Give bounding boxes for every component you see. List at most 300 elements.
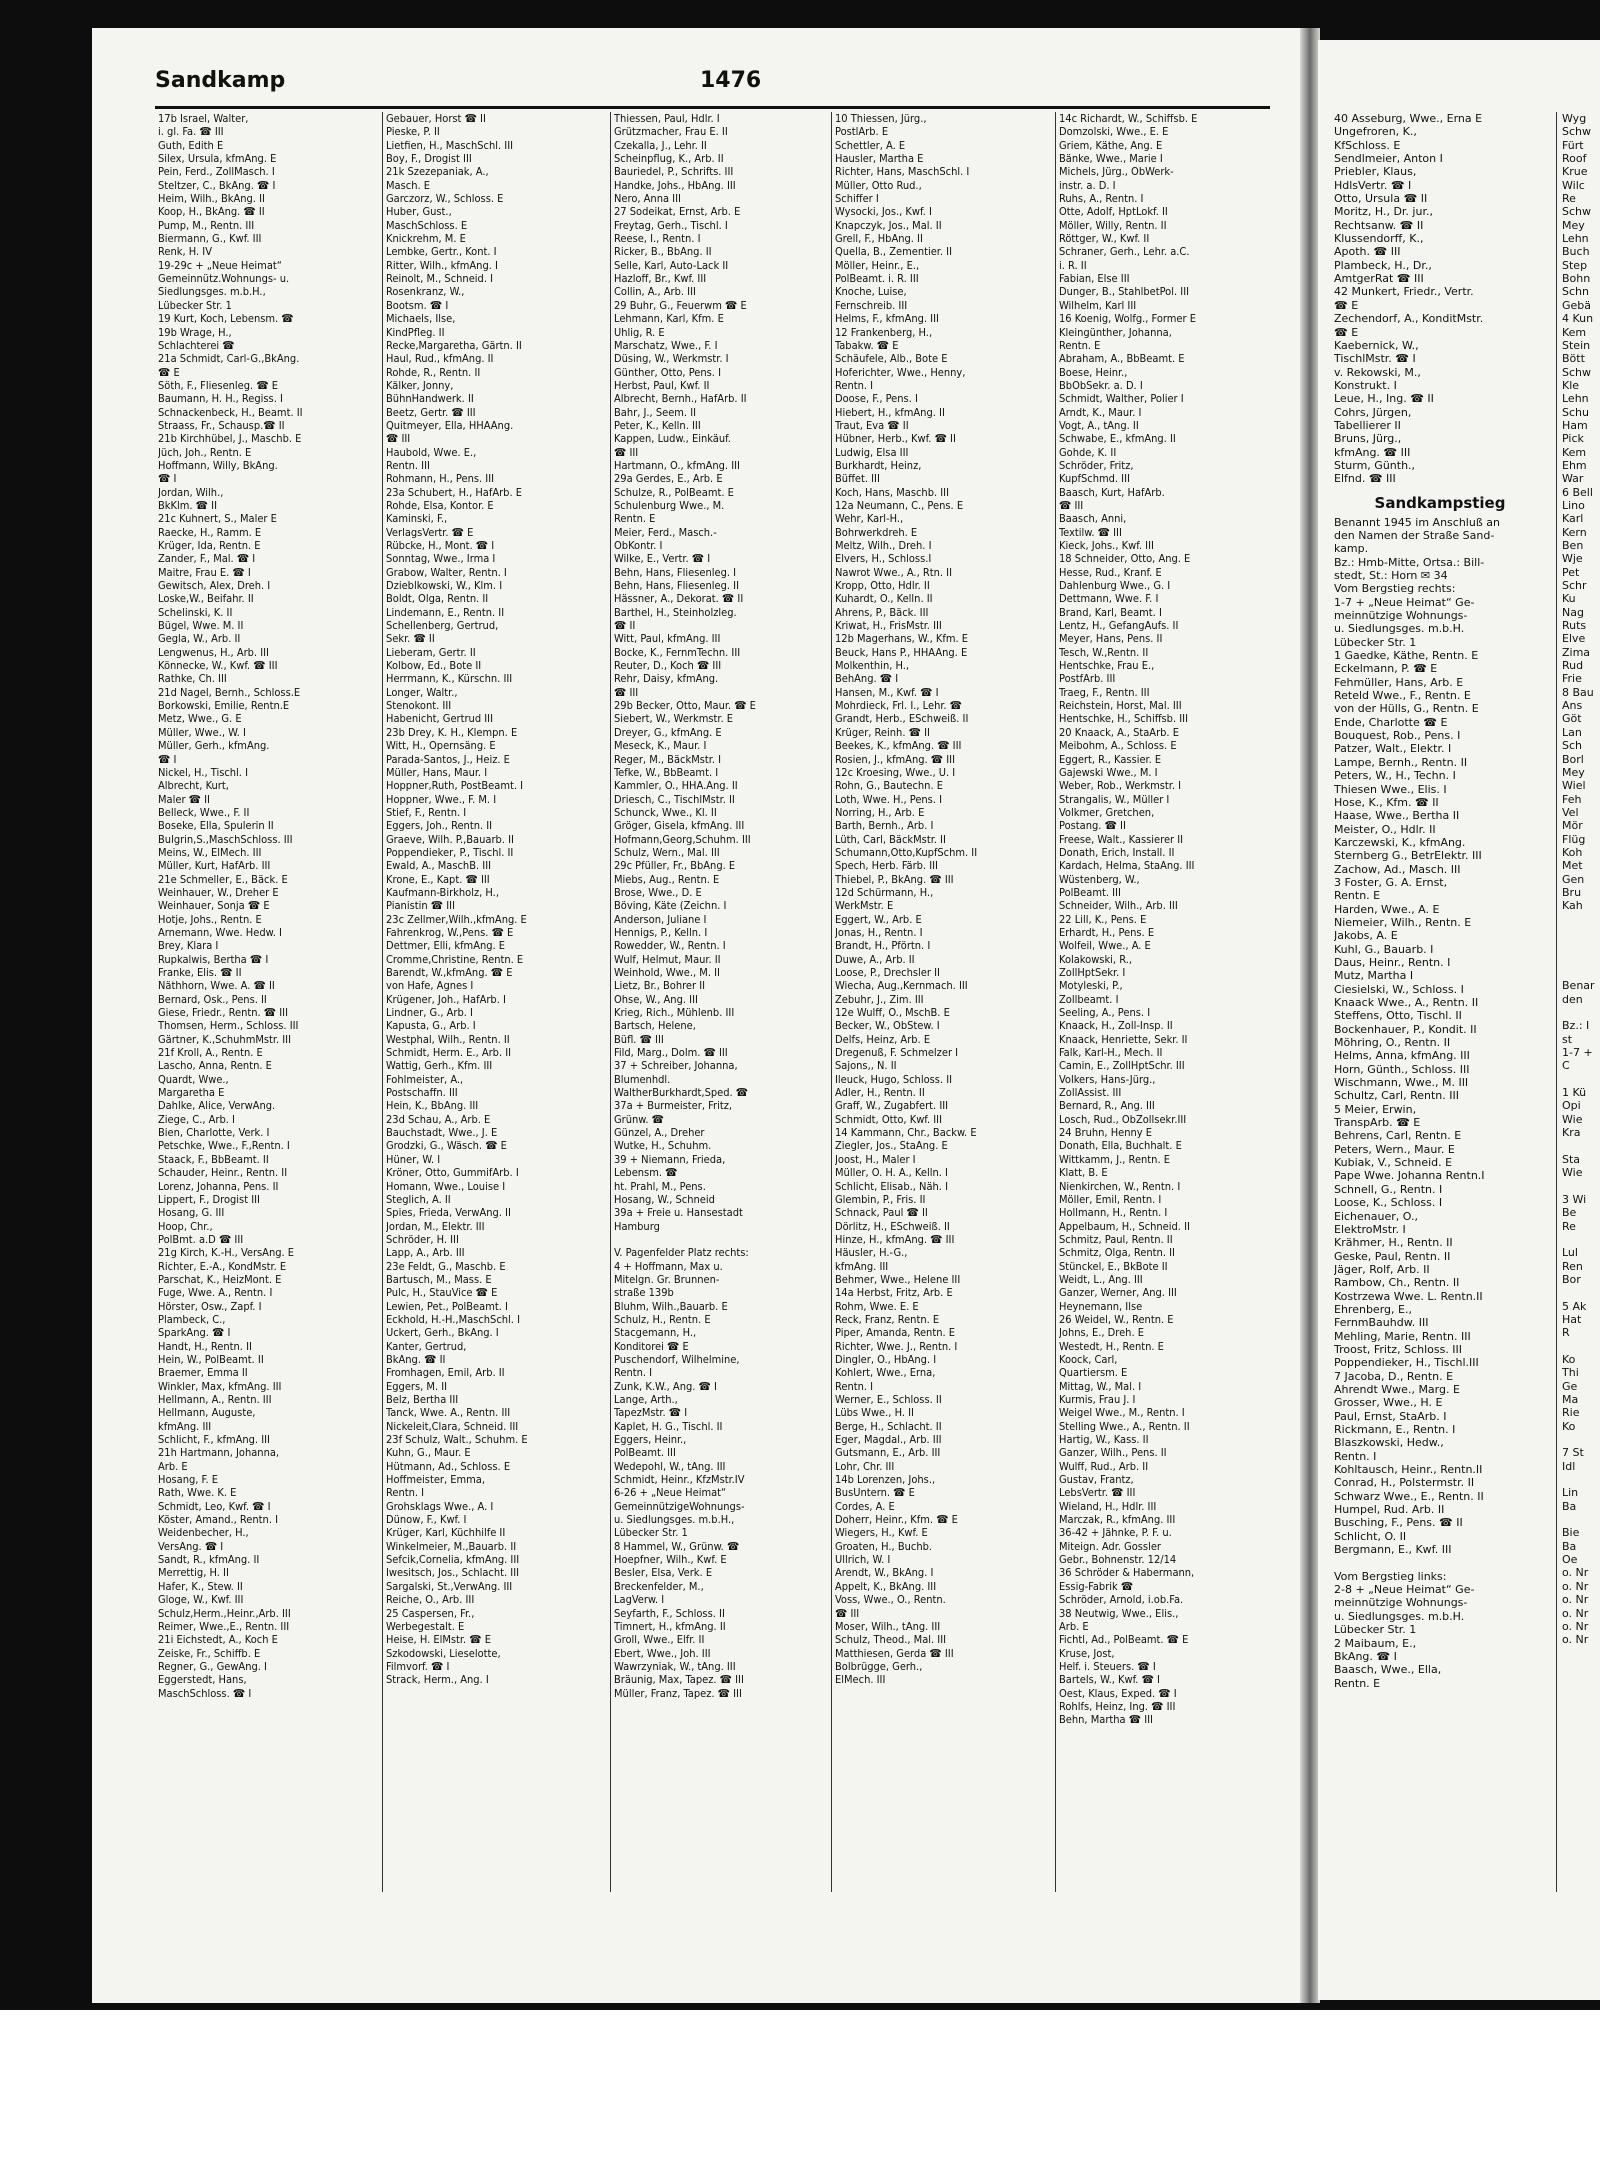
directory-entry-line bbox=[1334, 1556, 1546, 1569]
directory-entry-line: ☎ III bbox=[614, 685, 639, 699]
directory-entry-line: Karl bbox=[1562, 512, 1584, 526]
directory-entry-line: Moritz, H., Dr. jur., bbox=[1334, 205, 1433, 219]
directory-entry-line: Anderson, Juliane I bbox=[614, 912, 707, 926]
directory-entry-line: Konditorei ☎ E bbox=[614, 1339, 689, 1353]
directory-entry-line: Ziegler, Jos., StaAng. E bbox=[835, 1139, 948, 1153]
directory-entry-line: Hüner, W. I bbox=[386, 1152, 441, 1166]
directory-entry-line: Freytag, Gerh., Tischl. I bbox=[614, 218, 728, 232]
directory-entry-line: Thomsen, Herm., Schloss. III bbox=[158, 1019, 299, 1033]
directory-entry-line: Lippert, F., Drogist III bbox=[158, 1192, 260, 1206]
directory-entry-line: Parada-Santos, J., Heiz. E bbox=[386, 752, 510, 766]
directory-entry-line: Wischmann, Wwe., M. III bbox=[1334, 1076, 1469, 1090]
directory-entry-line: Wiegers, H., Kwf. E bbox=[835, 1526, 928, 1540]
directory-entry-line: Bohn bbox=[1562, 272, 1591, 286]
directory-entry-line: PolBmt. a.D ☎ III bbox=[158, 1232, 244, 1246]
directory-entry-line: Hoop, Chr., bbox=[158, 1219, 213, 1233]
directory-entry-line: TranspArb. ☎ E bbox=[1334, 1116, 1421, 1130]
directory-entry-line: MaschSchloss. ☎ I bbox=[158, 1686, 252, 1700]
directory-entry-line: PolBeamt. III bbox=[614, 1446, 676, 1460]
directory-entry-line: Met bbox=[1562, 859, 1583, 873]
directory-entry-line: Elvers, H., Schloss.I bbox=[835, 552, 932, 566]
directory-entry-line: Schneider, Wilh., Arb. III bbox=[1059, 899, 1178, 913]
directory-entry-line: Bluhm, Wilh.,Bauarb. E bbox=[614, 1299, 728, 1313]
directory-entry-line: 20 Knaack, A., StaArb. E bbox=[1059, 725, 1179, 739]
directory-entry-line: Abraham, A., BbBeamt. E bbox=[1059, 352, 1185, 366]
directory-entry-line: Hofmann,Georg,Schuhm. III bbox=[614, 832, 751, 846]
directory-entry-line: Beuck, Hans P., HHAAng. E bbox=[835, 645, 968, 659]
directory-entry-line: Siedlungsges. m.b.H., bbox=[158, 285, 266, 299]
directory-entry-line: Eckhold, H.-H.,MaschSchl. I bbox=[386, 1312, 520, 1326]
directory-entry-line: Schelinski, K. II bbox=[158, 605, 233, 619]
directory-entry-line: Cromme,Christine, Rentn. E bbox=[386, 952, 524, 966]
directory-entry-line: Arendt, W., BkAng. I bbox=[835, 1566, 934, 1580]
directory-entry-line: Knapczyk, Jos., Mal. II bbox=[835, 218, 942, 232]
directory-entry-line: Grünw. ☎ bbox=[614, 1112, 664, 1126]
directory-entry-line: Brose, Wwe., D. E bbox=[614, 885, 702, 899]
directory-entry-line: Wehr, Karl-H., bbox=[835, 512, 904, 526]
directory-entry-line: Sternberg G., BetrElektr. III bbox=[1334, 849, 1482, 863]
directory-entry-line: Rentn. E bbox=[1334, 1676, 1381, 1690]
directory-entry-line: Werner, E., Schloss. II bbox=[835, 1393, 942, 1406]
directory-entry-line: 12a Neumann, C., Pens. E bbox=[835, 498, 964, 512]
directory-entry-line: Wilke, E., Vertr. ☎ I bbox=[614, 552, 711, 566]
directory-entry-line: Ko bbox=[1562, 1419, 1576, 1433]
directory-entry-line: o. Nr bbox=[1562, 1619, 1589, 1633]
directory-entry-line: Kubiak, V., Schneid. E bbox=[1334, 1156, 1453, 1170]
directory-entry-line: Gutsmann, E., Arb. III bbox=[835, 1446, 941, 1460]
directory-entry-line: 38 Neutwig, Wwe., Elis., bbox=[1059, 1606, 1179, 1620]
directory-entry-line: Rentn. I bbox=[386, 1486, 425, 1500]
directory-entry-line: Richter, E.-A., KondMstr. E bbox=[158, 1259, 287, 1273]
directory-entry-line: o. Nr bbox=[1562, 1593, 1589, 1607]
directory-entry-line: Wolfeil, Wwe., A. E bbox=[1059, 939, 1151, 953]
directory-entry-line: Vom Bergstieg rechts: bbox=[1334, 582, 1456, 596]
directory-entry-line: 21b Kirchhübel, J., Maschb. E bbox=[158, 432, 302, 446]
directory-entry-line: 29c Pfüller, Fr., BbAng. E bbox=[614, 859, 736, 873]
directory-entry-line: 23e Feldt, G., Maschb. E bbox=[386, 1259, 506, 1273]
directory-entry-line: Zunk, K.W., Ang. ☎ I bbox=[614, 1379, 717, 1393]
directory-entry-line: Westphal, Wilh., Rentn. II bbox=[386, 1032, 510, 1046]
directory-entry-line: 21c Kuhnert, S., Maler E bbox=[158, 512, 277, 526]
directory-entry-line: Kolakowski, R., bbox=[1059, 952, 1132, 966]
directory-entry-line: Helf. i. Steuers. ☎ I bbox=[1059, 1659, 1156, 1673]
directory-entry-line: Rie bbox=[1562, 1406, 1580, 1420]
directory-entry-line: Dahlke, Alice, VerwAng. bbox=[158, 1099, 276, 1113]
directory-entry-line: Piper, Amanda, Rentn. E bbox=[835, 1326, 956, 1340]
directory-entry-line: Vogt, A., tAng. II bbox=[1059, 418, 1139, 432]
directory-entry-line: 14a Herbst, Fritz, Arb. E bbox=[835, 1286, 953, 1300]
directory-entry-line: Reinolt, M., Schneid. I bbox=[386, 272, 494, 286]
directory-entry-line: Bartels, W., Kwf. ☎ I bbox=[1059, 1673, 1160, 1687]
directory-entry-line: 14b Lorenzen, Johs., bbox=[835, 1473, 936, 1487]
directory-entry-line: ☎ E bbox=[158, 365, 180, 379]
directory-entry-line: Sefcik,Cornelia, kfmAng. III bbox=[386, 1553, 520, 1567]
directory-entry-line: Haase, Wwe., Bertha II bbox=[1334, 809, 1460, 823]
directory-entry-line: Bartsch, Helene, bbox=[614, 1019, 696, 1033]
directory-entry-line: VerlagsVertr. ☎ E bbox=[386, 525, 474, 539]
directory-entry-line: Nickeleit,Clara, Schneid. III bbox=[386, 1419, 519, 1433]
directory-entry-line: Poppendieker, P., Tischl. II bbox=[386, 845, 514, 859]
directory-entry-line: Rentn. I bbox=[1334, 1449, 1377, 1463]
directory-entry-line: Hosang, W., Schneid bbox=[614, 1192, 715, 1206]
directory-entry-line: AmtgerRat ☎ III bbox=[1334, 272, 1424, 286]
directory-entry-line: Boseke, Ella, Spulerin II bbox=[158, 819, 274, 833]
directory-entry-line: Kostrzewa Wwe. L. Rentn.II bbox=[1334, 1289, 1483, 1303]
directory-entry-line: Biermann, G., Kwf. III bbox=[158, 232, 262, 246]
directory-entry-line: Lengwenus, H., Arb. III bbox=[158, 645, 269, 659]
directory-entry-line: Schulze, R., PolBeamt. E bbox=[614, 485, 734, 499]
directory-entry-line: Bött bbox=[1562, 352, 1585, 366]
directory-entry-line: Glembin, P., Fris. II bbox=[835, 1192, 926, 1206]
directory-entry-line: Niemeier, Wilh., Rentn. E bbox=[1334, 915, 1472, 929]
directory-entry-line: 21e Schmeller, E., Bäck. E bbox=[158, 872, 288, 886]
directory-column-1 bbox=[158, 112, 380, 1700]
directory-entry-line: Bänke, Wwe., Marie I bbox=[1059, 152, 1163, 166]
directory-entry-line: BusUntern. ☎ E bbox=[835, 1486, 915, 1500]
directory-entry-line: 39a + Freie u. Hansestadt bbox=[614, 1206, 743, 1220]
directory-entry-line: Ohse, W., Ang. III bbox=[614, 992, 698, 1006]
directory-entry-line: 12e Wulff, O., MschB. E bbox=[835, 1006, 950, 1020]
directory-entry-line: Apoth. ☎ III bbox=[1334, 245, 1401, 259]
directory-entry-line: Wilc bbox=[1562, 178, 1585, 192]
directory-entry-line: TapezMstr. ☎ I bbox=[614, 1406, 688, 1420]
directory-entry-line: Appelt, K., BkAng. III bbox=[835, 1579, 937, 1593]
directory-entry-line: 10 Thiessen, Jürg., bbox=[835, 112, 927, 125]
directory-entry-line: Grabow, Walter, Rentn. I bbox=[386, 565, 507, 579]
directory-entry-line: Opi bbox=[1562, 1099, 1581, 1113]
directory-entry-line: Brand, Karl, Beamt. I bbox=[1059, 605, 1162, 619]
directory-entry-line: Hein, W., PolBeamt. II bbox=[158, 1352, 264, 1366]
directory-entry-line: Lino bbox=[1562, 498, 1585, 512]
directory-entry-line: ☎ II bbox=[614, 619, 636, 633]
directory-entry-line: Lübecker Str. 1 bbox=[1334, 635, 1417, 649]
directory-entry-line: Westedt, H., Rentn. E bbox=[1059, 1339, 1164, 1353]
directory-entry-line: Graff, W., Zugabfert. III bbox=[835, 1099, 949, 1113]
directory-entry-line: Sta bbox=[1562, 1152, 1581, 1166]
directory-entry-line: Albrecht, Kurt, bbox=[158, 779, 229, 793]
directory-entry-line: Quartiersm. E bbox=[1059, 1366, 1128, 1380]
directory-entry-line: Grodzki, G., Wäsch. ☎ E bbox=[386, 1139, 507, 1153]
directory-entry-line: WerkMstr. E bbox=[835, 899, 894, 913]
directory-entry-line: Be bbox=[1562, 1206, 1577, 1220]
directory-entry-line: Rohde, Elsa, Kontor. E bbox=[386, 498, 494, 512]
directory-entry-line: Lüth, Carl, BäckMstr. II bbox=[835, 832, 946, 846]
directory-entry-line: Wulff, Rud., Arb. II bbox=[1059, 1459, 1149, 1473]
directory-entry-line: Schmidt, Herm. E., Arb. II bbox=[386, 1046, 512, 1060]
directory-entry-line: Duwe, A., Arb. II bbox=[835, 952, 915, 966]
directory-entry-line: Kaufmann-Birkholz, H., bbox=[386, 885, 499, 899]
directory-entry-line: Schettler, A. E bbox=[835, 138, 906, 152]
directory-entry-line: Handke, Johs., HbAng. III bbox=[614, 178, 736, 192]
directory-entry-line: Paul, Ernst, StaArb. I bbox=[1334, 1409, 1447, 1423]
directory-entry-line: Vel bbox=[1562, 805, 1579, 819]
directory-entry-line: VersAng. ☎ I bbox=[158, 1539, 224, 1553]
directory-entry-line: Gebauer, Horst ☎ II bbox=[386, 112, 486, 125]
directory-entry-line: Motyleski, P., bbox=[1059, 979, 1123, 993]
directory-entry-line: Rosien, J., kfmAng. ☎ III bbox=[835, 752, 956, 766]
directory-entry-line: Meins, W., ElMech. III bbox=[158, 845, 262, 859]
directory-entry-line: Koock, Carl, bbox=[1059, 1352, 1118, 1366]
directory-entry-line: Karczewski, K., kfmAng. bbox=[1334, 835, 1466, 849]
directory-entry-line: Behrens, Carl, Rentn. E bbox=[1334, 1129, 1462, 1143]
directory-entry-line: Kappen, Ludw., Einkäuf. bbox=[614, 432, 731, 446]
directory-entry-line: Näthhorn, Wwe. A. ☎ II bbox=[158, 979, 275, 993]
directory-entry-line: Sonntag, Wwe., Irma I bbox=[386, 552, 496, 566]
directory-entry-line: Quardt, Wwe., bbox=[158, 1072, 229, 1086]
directory-entry-line: Lampe, Bernh., Rentn. II bbox=[1334, 755, 1468, 769]
directory-entry-line: Konstrukt. I bbox=[1334, 378, 1397, 392]
directory-entry-line: Bräunig, Max, Tapez. ☎ III bbox=[614, 1673, 744, 1687]
directory-entry-line: 29 Buhr, G., Feuerwm ☎ E bbox=[614, 298, 747, 312]
directory-entry-line: Delfs, Heinz, Arb. E bbox=[835, 1032, 931, 1046]
directory-entry-line: Lübs Wwe., H. II bbox=[835, 1406, 914, 1420]
directory-entry-line: Groaten, H., Buchb. bbox=[835, 1539, 933, 1553]
directory-entry-line: Zachow, Ad., Masch. III bbox=[1334, 862, 1461, 876]
directory-entry-line: Eckelmann, P. ☎ E bbox=[1334, 662, 1438, 676]
directory-entry-line: Loth, Wwe. H., Pens. I bbox=[835, 792, 943, 806]
directory-entry-line: Rentn. I bbox=[614, 1366, 653, 1380]
directory-entry-line: Kra bbox=[1562, 1126, 1581, 1140]
directory-entry-line: Hansen, M., Kwf. ☎ I bbox=[835, 685, 939, 699]
directory-entry-line: Zebuhr, J., Zim. III bbox=[835, 992, 924, 1006]
directory-entry-line: Eichenauer, O., bbox=[1334, 1209, 1418, 1223]
directory-entry-line: Freese, Walt., Kassierer II bbox=[1059, 832, 1184, 846]
directory-entry-line: Nag bbox=[1562, 605, 1584, 619]
directory-entry-line: Grell, F., HbAng. II bbox=[835, 232, 923, 246]
directory-entry-line: Lübecker Str. 1 bbox=[614, 1526, 688, 1540]
directory-entry-line: Patzer, Walt., Elektr. I bbox=[1334, 742, 1452, 756]
directory-entry-line: Hoepfner, Wilh., Kwf. E bbox=[614, 1553, 727, 1567]
directory-entry-line: Schu bbox=[1562, 405, 1589, 419]
directory-entry-line: Grosser, Wwe., H. E bbox=[1334, 1396, 1443, 1410]
directory-entry-line bbox=[1562, 966, 1600, 979]
directory-entry-line: Volkmer, Gretchen, bbox=[1059, 805, 1155, 819]
directory-entry-line: Krüger, Ida, Rentn. E bbox=[158, 539, 261, 552]
directory-entry-line bbox=[1562, 1433, 1600, 1446]
directory-entry-line: Wje bbox=[1562, 552, 1583, 566]
directory-entry-line: Lembke, Gertr., Kont. I bbox=[386, 245, 497, 259]
directory-entry-line: meinnützige Wohnungs- bbox=[1334, 1596, 1468, 1610]
directory-entry-line: Behn, Hans, Fliesenleg. II bbox=[614, 579, 739, 593]
directory-entry-line: 19-29c + „Neue Heimat“ bbox=[158, 258, 282, 272]
directory-column-2 bbox=[386, 112, 608, 1687]
directory-entry-line: Müller, O. H. A., Kelln. I bbox=[835, 1166, 948, 1180]
directory-entry-line: BbObSekr. a. D. I bbox=[1059, 378, 1143, 392]
directory-entry-line: Ritter, Wilh., kfmAng. I bbox=[386, 258, 498, 272]
directory-entry-line: Scheinpflug, K., Arb. II bbox=[614, 152, 724, 166]
directory-entry-line: Kruse, Jost, bbox=[1059, 1646, 1115, 1660]
directory-entry-line: Arb. E bbox=[158, 1459, 188, 1473]
directory-entry-line: 12b Magerhans, W., Kfm. E bbox=[835, 632, 969, 646]
directory-entry-line: Fabian, Else III bbox=[1059, 272, 1130, 286]
directory-entry-line: Humpel, Rud. Arb. II bbox=[1334, 1503, 1445, 1517]
directory-entry-line: Eger, Magdal., Arb. III bbox=[835, 1433, 942, 1447]
directory-entry-line: V. Pagenfelder Platz rechts: bbox=[614, 1246, 749, 1260]
directory-entry-line: Gebä bbox=[1562, 298, 1592, 312]
running-head: Sandkamp bbox=[155, 68, 286, 93]
directory-entry-line: Czekalla, J., Lehr. II bbox=[614, 138, 707, 152]
directory-entry-line: Wie bbox=[1562, 1112, 1583, 1126]
directory-entry-line bbox=[1562, 939, 1600, 952]
directory-entry-line: Stünckel, E., BkBote II bbox=[1059, 1259, 1168, 1273]
directory-entry-line: Giese, Friedr., Rentn. ☎ III bbox=[158, 1006, 289, 1020]
directory-entry-line: Schraner, Gerh., Lehr. a.C. bbox=[1059, 245, 1190, 259]
directory-entry-line: ☎ E bbox=[1334, 325, 1359, 339]
directory-entry-line: Bauriedel, P., Schrifts. III bbox=[614, 165, 734, 179]
directory-entry-line: Sandt, R., kfmAng. II bbox=[158, 1553, 260, 1567]
directory-entry-line: Dingler, O., HbAng. I bbox=[835, 1352, 937, 1366]
directory-entry-line: Lascho, Anna, Rentn. E bbox=[158, 1059, 272, 1073]
directory-entry-line: Düsing, W., Werkmstr. I bbox=[614, 352, 729, 366]
directory-entry-line: Silex, Ursula, kfmAng. E bbox=[158, 152, 277, 166]
directory-entry-line: Kuhl, G., Bauarb. I bbox=[1334, 942, 1434, 956]
directory-entry-line: Rath, Wwe. K. E bbox=[158, 1486, 237, 1500]
directory-entry-line: Barth, Bernh., Arb. I bbox=[835, 819, 934, 833]
directory-entry-line: SparkAng. ☎ I bbox=[158, 1326, 231, 1340]
directory-entry-line: Fehmüller, Hans, Arb. E bbox=[1334, 675, 1464, 689]
directory-entry-line: ☎ III bbox=[1059, 498, 1084, 512]
directory-entry-line: Schiffer I bbox=[835, 192, 879, 206]
directory-entry-line: Timnert, H., kfmAng. II bbox=[614, 1619, 726, 1633]
directory-entry-line: Peter, K., Kelln. III bbox=[614, 418, 701, 432]
directory-entry-line: meinnützige Wohnungs- bbox=[1334, 609, 1468, 623]
directory-entry-line: Müller, Wwe., W. I bbox=[158, 725, 246, 739]
directory-entry-line: Seeling, A., Pens. I bbox=[1059, 1006, 1151, 1020]
directory-entry-line: Mittag, W., Mal. I bbox=[1059, 1379, 1142, 1393]
directory-column-4 bbox=[835, 112, 1053, 1687]
column-divider bbox=[1055, 112, 1056, 1892]
directory-entry-line: 1 Kü bbox=[1562, 1086, 1587, 1100]
directory-entry-line: Haubold, Wwe. E., bbox=[386, 445, 477, 459]
directory-entry-line: Sajons,, N. II bbox=[835, 1059, 897, 1073]
directory-entry-line: Guth, Edith E bbox=[158, 138, 224, 152]
directory-entry-line: Lohr, Chr. III bbox=[835, 1459, 895, 1473]
directory-entry-line: Krähmer, H., Rentn. II bbox=[1334, 1236, 1453, 1250]
directory-entry-line: Breckenfelder, M., bbox=[614, 1579, 704, 1593]
directory-entry-line: Bolbrügge, Gerh., bbox=[835, 1659, 923, 1673]
directory-entry-line: Plambeck, C., bbox=[158, 1312, 226, 1326]
directory-entry-line: Griem, Käthe, Ang. E bbox=[1059, 138, 1163, 152]
directory-entry-line: Kriwat, H., FrisMstr. III bbox=[835, 619, 942, 633]
directory-entry-line: 21f Kroll, A., Rentn. E bbox=[158, 1046, 263, 1060]
directory-entry-line: Fild, Marg., Dolm. ☎ III bbox=[614, 1046, 728, 1060]
directory-entry-line: Wittkamm, J., Rentn. E bbox=[1059, 1152, 1170, 1166]
directory-entry-line: Fürt bbox=[1562, 138, 1584, 152]
directory-entry-line: Leue, H., Ing. ☎ II bbox=[1334, 392, 1434, 406]
directory-entry-line: Rentn. E bbox=[1059, 338, 1101, 352]
directory-entry-line: 12 Frankenberg, H., bbox=[835, 325, 933, 339]
directory-entry-line: Ruts bbox=[1562, 619, 1587, 633]
directory-entry-line: 4 Kun bbox=[1562, 312, 1594, 326]
directory-entry-line: C bbox=[1562, 1059, 1570, 1073]
directory-entry-line: Günther, Otto, Pens. I bbox=[614, 365, 721, 379]
directory-entry-line: ElektroMstr. I bbox=[1334, 1222, 1406, 1236]
directory-entry-line: Gewitsch, Alex, Dreh. I bbox=[158, 579, 271, 593]
directory-entry-line: Krügener, Joh., HafArb. I bbox=[386, 992, 506, 1006]
directory-entry-line: Wiecha, Aug.,Kernmach. III bbox=[835, 979, 968, 993]
directory-entry-line: Kaebernick, W., bbox=[1334, 338, 1419, 352]
directory-entry-line: Hoffmann, Willy, BkAng. bbox=[158, 458, 278, 472]
directory-entry-line: Krone, E., Kapt. ☎ III bbox=[386, 872, 490, 886]
directory-entry-line: Joost, H., Maler I bbox=[835, 1152, 916, 1166]
directory-entry-line: WaltherBurkhardt,Sped. ☎ bbox=[614, 1086, 749, 1100]
directory-entry-line: Schunck, Wwe., Kl. II bbox=[614, 805, 717, 819]
directory-entry-line: Traeg, F., Rentn. III bbox=[1059, 685, 1150, 699]
directory-entry-line: Bocke, K., FernmTechn. III bbox=[614, 645, 741, 659]
directory-entry-line: 5 Meier, Erwin, bbox=[1334, 1102, 1417, 1116]
directory-entry-line: Sch bbox=[1562, 739, 1583, 753]
directory-entry-line: Rosenkranz, W., bbox=[386, 285, 465, 299]
directory-entry-line: Regner, G., GewAng. I bbox=[158, 1659, 267, 1673]
directory-entry-line: Krüger, Karl, Küchhilfe II bbox=[386, 1526, 506, 1540]
directory-entry-line: Krüger, Reinh. ☎ II bbox=[835, 725, 930, 739]
directory-entry-line: Collin, A., Arb. III bbox=[614, 285, 696, 299]
directory-entry-line: Grandt, Herb., ESchweiß. II bbox=[835, 712, 969, 726]
directory-entry-line bbox=[1562, 1286, 1600, 1299]
directory-entry-line: Ende, Charlotte ☎ E bbox=[1334, 715, 1448, 729]
directory-entry-line: Rentn. III bbox=[386, 458, 430, 472]
directory-entry-line: Weinhauer, W., Dreher E bbox=[158, 885, 279, 899]
directory-entry-line: 36-42 + Jähnke, P. F. u. bbox=[1059, 1526, 1172, 1540]
directory-entry-line: Zima bbox=[1562, 645, 1591, 659]
directory-entry-line bbox=[1562, 1006, 1600, 1019]
directory-entry-line: Puschendorf, Wilhelmine, bbox=[614, 1352, 740, 1366]
directory-entry-line: Müller, Kurt, HafArb. III bbox=[158, 859, 271, 873]
directory-entry-line: Camin, E., ZollHptSchr. III bbox=[1059, 1059, 1185, 1073]
directory-entry-line: Elve bbox=[1562, 632, 1586, 646]
directory-entry-line: Gloge, W., Kwf. III bbox=[158, 1593, 244, 1607]
directory-entry-line: Bohrwerkdreh. E bbox=[835, 525, 918, 539]
directory-entry-line: Weber, Rob., Werkmstr. I bbox=[1059, 779, 1182, 793]
directory-entry-line: Kaplet, H. G., Tischl. II bbox=[614, 1419, 723, 1433]
directory-entry-line: Mey bbox=[1562, 765, 1585, 779]
directory-entry-line: Eggert, R., Kassier. E bbox=[1059, 752, 1162, 766]
directory-entry-line: Rentn. I bbox=[835, 1379, 874, 1393]
directory-entry-line: Parschat, K., HeizMont. E bbox=[158, 1272, 282, 1286]
directory-entry-line: Strangalis, W., Müller I bbox=[1059, 792, 1170, 806]
directory-entry-line: Heynemann, Ilse bbox=[1059, 1299, 1143, 1313]
directory-entry-line: Schlachterei ☎ bbox=[158, 338, 235, 352]
directory-entry-line: Bie bbox=[1562, 1526, 1580, 1540]
directory-entry-line: Jakobs, A. E bbox=[1334, 929, 1398, 943]
directory-entry-line: Schulz,Herm.,Heinr.,Arb. III bbox=[158, 1606, 291, 1620]
directory-entry-line: Bergmann, E., Kwf. III bbox=[1334, 1543, 1452, 1557]
directory-entry-line: 21i Eichstedt, A., Koch E bbox=[158, 1633, 278, 1647]
directory-entry-line: Hein, K., BbAng. III bbox=[386, 1099, 479, 1113]
directory-entry-line: instr. a. D. I bbox=[1059, 178, 1116, 192]
directory-entry-line: Dregenuß, F. Schmelzer I bbox=[835, 1046, 959, 1060]
directory-entry-line: BühnHandwerk. II bbox=[386, 392, 474, 406]
directory-entry-line: Franke, Elis. ☎ II bbox=[158, 966, 242, 979]
directory-entry-line: Stelling Wwe., A., Rentn. II bbox=[1059, 1419, 1190, 1433]
directory-entry-line: Schmitz, Olga, Rentn. II bbox=[1059, 1246, 1175, 1260]
directory-entry-line: Schröder, Arnold, i.ob.Fa. bbox=[1059, 1593, 1184, 1607]
directory-entry-line: MaschSchloss. E bbox=[386, 218, 468, 232]
directory-entry-line: Fahrenkrog, W.,Pens. ☎ E bbox=[386, 925, 514, 939]
directory-entry-line: kfmAng. III bbox=[835, 1259, 889, 1273]
column-divider bbox=[610, 112, 611, 1892]
directory-entry-line: Koch, Hans, Maschb. III bbox=[835, 485, 950, 499]
directory-entry-line: Matthiesen, Gerda ☎ III bbox=[835, 1646, 954, 1660]
directory-entry-line: Johns, E., Dreh. E bbox=[1059, 1326, 1144, 1340]
directory-entry-line: Ben bbox=[1562, 539, 1584, 552]
directory-entry-line: Berge, H., Schlacht. II bbox=[835, 1419, 942, 1433]
directory-entry-line: 16 Koenig, Wolfg., Former E bbox=[1059, 312, 1196, 326]
directory-entry-line: Winkler, Max, kfmAng. III bbox=[158, 1379, 282, 1393]
directory-entry-line: ☎ III bbox=[835, 1606, 860, 1620]
directory-entry-line: Meseck, K., Maur. I bbox=[614, 739, 707, 753]
directory-entry-line: i. gl. Fa. ☎ III bbox=[158, 125, 224, 139]
